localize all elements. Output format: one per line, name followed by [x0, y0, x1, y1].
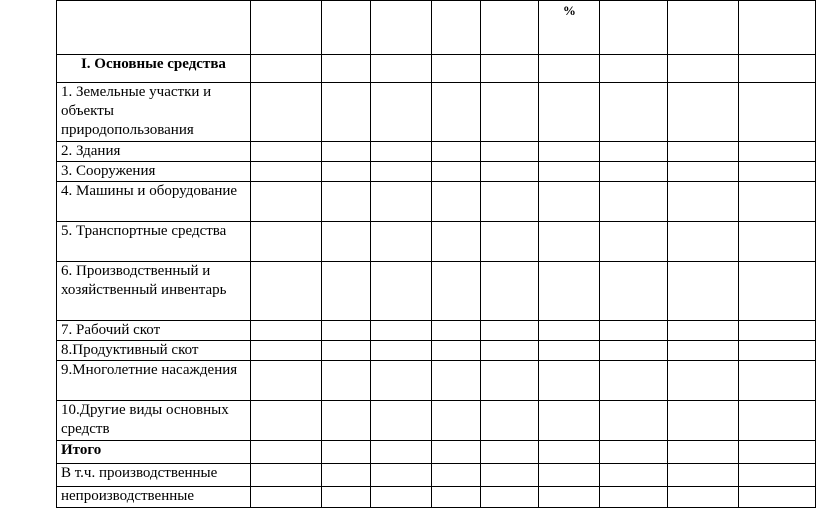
data-cell[interactable] [250, 341, 321, 361]
data-cell[interactable] [250, 162, 321, 182]
data-cell[interactable] [739, 464, 816, 487]
row-label-cell: 7. Рабочий скот [57, 321, 251, 341]
table-row [57, 487, 816, 508]
data-cell[interactable] [480, 401, 539, 441]
data-cell[interactable] [321, 361, 370, 401]
data-cell[interactable] [600, 487, 668, 508]
data-cell[interactable] [370, 142, 431, 162]
data-cell[interactable] [480, 321, 539, 341]
table-row [57, 341, 816, 361]
data-cell[interactable] [480, 441, 539, 464]
data-cell[interactable] [431, 401, 480, 441]
data-cell[interactable] [431, 83, 480, 142]
data-cell[interactable] [539, 55, 600, 83]
data-cell[interactable] [668, 464, 739, 487]
data-cell[interactable] [739, 83, 816, 142]
data-cell[interactable] [480, 262, 539, 321]
data-cell[interactable] [321, 182, 370, 222]
data-cell[interactable] [370, 361, 431, 401]
data-cell[interactable] [739, 262, 816, 321]
data-cell[interactable] [431, 361, 480, 401]
data-cell[interactable] [739, 341, 816, 361]
data-cell[interactable] [739, 487, 816, 508]
data-cell[interactable] [480, 487, 539, 508]
row-label-cell: Итого [57, 441, 251, 464]
data-cell[interactable] [539, 162, 600, 182]
data-cell[interactable] [600, 341, 668, 361]
data-cell[interactable] [321, 341, 370, 361]
data-cell[interactable] [321, 83, 370, 142]
data-cell[interactable] [668, 182, 739, 222]
data-cell[interactable] [250, 262, 321, 321]
data-cell[interactable] [370, 487, 431, 508]
header-cell [480, 1, 539, 55]
table-row [57, 262, 816, 321]
data-cell[interactable] [370, 341, 431, 361]
data-cell[interactable] [321, 487, 370, 508]
data-cell[interactable] [668, 142, 739, 162]
data-cell[interactable] [739, 162, 816, 182]
row-label-cell: 8.Продуктивный скот [57, 341, 251, 361]
row-label-cell: 1. Земельные участки и объекты природопользования [57, 83, 251, 142]
data-cell[interactable] [250, 401, 321, 441]
table-row [57, 321, 816, 341]
data-cell[interactable] [431, 142, 480, 162]
data-cell[interactable] [431, 55, 480, 83]
data-cell[interactable] [668, 262, 739, 321]
table-row [57, 361, 816, 401]
row-label-cell: 9.Многолетние насаждения [57, 361, 251, 401]
row-label-cell: I. Основные средства [57, 55, 251, 83]
table-row [57, 162, 816, 182]
data-cell[interactable] [600, 321, 668, 341]
header-cell [321, 1, 370, 55]
row-label-cell: В т.ч. производственные [57, 464, 251, 487]
data-cell[interactable] [739, 182, 816, 222]
data-cell[interactable] [431, 464, 480, 487]
data-cell[interactable] [600, 83, 668, 142]
data-cell[interactable] [370, 401, 431, 441]
data-cell[interactable] [600, 441, 668, 464]
header-row [57, 1, 816, 55]
data-cell[interactable] [250, 441, 321, 464]
data-cell[interactable] [321, 441, 370, 464]
data-cell[interactable] [668, 487, 739, 508]
row-label-cell: 6. Производственный и хозяйственный инвентарь [57, 262, 251, 321]
row-label-cell: 3. Сооружения [57, 162, 251, 182]
data-cell[interactable] [370, 55, 431, 83]
data-cell[interactable] [739, 361, 816, 401]
data-cell[interactable] [431, 262, 480, 321]
data-cell[interactable] [250, 321, 321, 341]
data-cell[interactable] [539, 83, 600, 142]
data-cell[interactable] [600, 262, 668, 321]
data-cell[interactable] [600, 55, 668, 83]
data-cell[interactable] [321, 222, 370, 262]
data-cell[interactable] [668, 341, 739, 361]
data-cell[interactable] [250, 222, 321, 262]
data-cell[interactable] [431, 441, 480, 464]
data-cell[interactable] [739, 401, 816, 441]
data-cell[interactable] [539, 142, 600, 162]
data-cell[interactable] [600, 162, 668, 182]
data-cell[interactable] [539, 464, 600, 487]
data-cell[interactable] [250, 487, 321, 508]
data-cell[interactable] [739, 441, 816, 464]
data-cell[interactable] [668, 162, 739, 182]
data-cell[interactable] [480, 55, 539, 83]
data-cell[interactable] [668, 55, 739, 83]
data-cell[interactable] [668, 321, 739, 341]
fixed-assets-table [56, 0, 816, 508]
data-cell[interactable] [480, 142, 539, 162]
data-cell[interactable] [321, 464, 370, 487]
data-cell[interactable] [600, 464, 668, 487]
data-cell[interactable] [539, 361, 600, 401]
data-cell[interactable] [250, 142, 321, 162]
data-cell[interactable] [739, 142, 816, 162]
data-cell[interactable] [668, 401, 739, 441]
row-label-cell: 5. Транспортные средства [57, 222, 251, 262]
table-row [57, 182, 816, 222]
table-row [57, 222, 816, 262]
data-cell[interactable] [321, 55, 370, 83]
data-cell[interactable] [539, 441, 600, 464]
data-cell[interactable] [668, 361, 739, 401]
data-cell[interactable] [480, 222, 539, 262]
table-row [57, 401, 816, 441]
data-cell[interactable] [600, 222, 668, 262]
data-cell[interactable] [431, 487, 480, 508]
percent-header-cell: % [539, 1, 600, 55]
table-row [57, 142, 816, 162]
data-cell[interactable] [739, 321, 816, 341]
data-cell[interactable] [250, 55, 321, 83]
data-cell[interactable] [370, 464, 431, 487]
data-cell[interactable] [600, 182, 668, 222]
data-cell[interactable] [321, 262, 370, 321]
data-cell[interactable] [539, 262, 600, 321]
data-cell[interactable] [250, 464, 321, 487]
data-cell[interactable] [370, 441, 431, 464]
data-cell[interactable] [250, 361, 321, 401]
data-cell[interactable] [539, 487, 600, 508]
header-cell [57, 1, 251, 55]
data-cell[interactable] [539, 182, 600, 222]
data-cell[interactable] [480, 361, 539, 401]
data-cell[interactable] [480, 83, 539, 142]
data-cell[interactable] [250, 182, 321, 222]
table-row [57, 441, 816, 464]
data-cell[interactable] [370, 321, 431, 341]
data-cell[interactable] [321, 401, 370, 441]
data-cell[interactable] [668, 83, 739, 142]
header-cell [668, 1, 739, 55]
row-label-cell: 10.Другие виды основных средств [57, 401, 251, 441]
header-cell [370, 1, 431, 55]
data-cell[interactable] [539, 341, 600, 361]
data-cell[interactable] [370, 83, 431, 142]
data-cell[interactable] [480, 182, 539, 222]
data-cell[interactable] [250, 83, 321, 142]
data-cell[interactable] [480, 464, 539, 487]
table-row [57, 464, 816, 487]
header-cell [431, 1, 480, 55]
data-cell[interactable] [431, 182, 480, 222]
data-cell[interactable] [600, 361, 668, 401]
row-label-cell: непроизводственные [57, 487, 251, 508]
data-cell[interactable] [370, 222, 431, 262]
data-cell[interactable] [739, 55, 816, 83]
data-cell[interactable] [480, 341, 539, 361]
data-cell[interactable] [370, 262, 431, 321]
header-cell [739, 1, 816, 55]
data-cell[interactable] [480, 162, 539, 182]
data-cell[interactable] [600, 401, 668, 441]
data-cell[interactable] [431, 162, 480, 182]
data-cell[interactable] [370, 182, 431, 222]
table-body [57, 1, 816, 508]
data-cell[interactable] [668, 222, 739, 262]
data-cell[interactable] [370, 162, 431, 182]
header-cell [600, 1, 668, 55]
row-label-cell: 2. Здания [57, 142, 251, 162]
data-cell[interactable] [539, 401, 600, 441]
data-cell[interactable] [431, 341, 480, 361]
data-cell[interactable] [321, 162, 370, 182]
header-cell [250, 1, 321, 55]
data-cell[interactable] [431, 321, 480, 341]
table-row [57, 55, 816, 83]
row-label-cell: 4. Машины и оборудование [57, 182, 251, 222]
table-row [57, 83, 816, 142]
data-cell[interactable] [668, 441, 739, 464]
data-cell[interactable] [739, 222, 816, 262]
data-cell[interactable] [539, 321, 600, 341]
data-cell[interactable] [431, 222, 480, 262]
data-cell[interactable] [321, 321, 370, 341]
data-cell[interactable] [600, 142, 668, 162]
data-cell[interactable] [321, 142, 370, 162]
data-cell[interactable] [539, 222, 600, 262]
